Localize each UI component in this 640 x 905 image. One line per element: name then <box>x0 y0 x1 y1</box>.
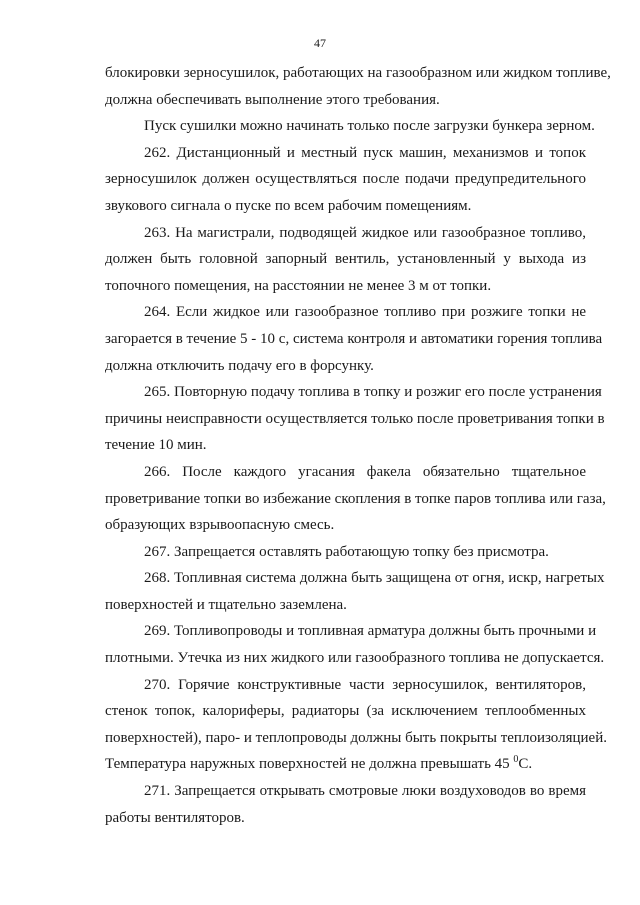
paragraph-start <box>66 113 595 140</box>
text-line: 269. Топливопроводы и топливная арматура должны быть прочными и <box>144 623 597 640</box>
text-line: 263. На магистрали, подводящей жидкое или газообразное топливо, <box>144 224 586 241</box>
paragraph-265 <box>66 379 605 459</box>
text-line: 264. Если жидкое или газообразное топливо при розжиге топки не <box>144 304 586 321</box>
text-line: 270. Горячие конструктивные части зерносушилок, вентиляторов, <box>144 676 586 693</box>
text-line: плотными. Утечка из них жидкого или газообразного топлива не допускается. <box>105 650 605 667</box>
text-line: стенок топок, калориферы, радиаторы (за исключением теплообменных <box>105 703 586 720</box>
text-line: 271. Запрещается открывать смотровые люки воздуховодов во время <box>144 783 586 800</box>
document-body <box>66 60 611 831</box>
text-line: проветривание топки во избежание скопления в топке паров топлива или газа, <box>105 490 606 507</box>
text-line: загорается в течение 5 - 10 с, система контроля и автоматики горения топлива <box>105 330 603 347</box>
text-line: образующих взрывоопасную смесь. <box>105 517 335 534</box>
text-line: блокировки зерносушилок, работающих на газообразном или жидком топливе, <box>105 65 611 81</box>
text-line: 267. Запрещается оставлять работающую топку без присмотра. <box>144 543 549 560</box>
text-line-suffix: С. <box>518 756 533 773</box>
text-line: 265. Повторную подачу топлива в топку и розжиг его после устранения <box>144 384 602 401</box>
text-line: течение 10 мин. <box>105 437 207 454</box>
paragraph-267 <box>66 539 586 566</box>
text-line: причины неисправности осуществляется только после проветривания топки в <box>105 410 605 427</box>
text-line: 268. Топливная система должна быть защищена от огня, искр, нагретых <box>144 570 605 587</box>
text-line: 262. Дистанционный и местный пуск машин, механизмов и топок <box>144 144 586 161</box>
text-line: 266. После каждого угасания факела обязательно тщательное <box>144 463 586 480</box>
text-line: Пуск сушилки можно начинать только после загрузки бункера зерном. <box>144 118 595 135</box>
text-line: должна обеспечивать выполнение этого требования. <box>105 91 440 108</box>
text-line-prefix: Температура наружных поверхностей не должна превышать 45 <box>105 756 514 773</box>
text-line: поверхностей и тщательно заземлена. <box>105 596 347 613</box>
paragraph-269 <box>66 618 605 671</box>
text-line: топочного помещения, на расстоянии не менее 3 м от топки. <box>105 277 492 294</box>
paragraph-cont <box>66 60 611 113</box>
text-line: должна отключить подачу его в форсунку. <box>105 357 374 374</box>
paragraph-271 <box>66 778 586 831</box>
paragraph-262 <box>66 140 586 220</box>
paragraph-268 <box>66 565 605 618</box>
text-line: должен быть головной запорный вентиль, установленный у выхода из <box>105 251 586 268</box>
text-line: поверхностей), паро- и теплопроводы должны быть покрыты теплоизоляцией. <box>105 729 607 746</box>
page-number: 47 <box>314 36 326 50</box>
paragraph-264 <box>66 299 603 379</box>
paragraph-266 <box>66 459 606 539</box>
text-line: зерносушилок должен осуществляться после подачи предупредительного <box>105 171 586 188</box>
text-line <box>66 751 586 778</box>
paragraph-270 <box>66 672 607 778</box>
paragraph-263 <box>66 220 586 300</box>
text-line: звукового сигнала о пуске по всем рабочим помещениям. <box>105 197 472 214</box>
degree-superscript: 0 <box>513 754 519 766</box>
text-line: работы вентиляторов. <box>105 809 245 826</box>
